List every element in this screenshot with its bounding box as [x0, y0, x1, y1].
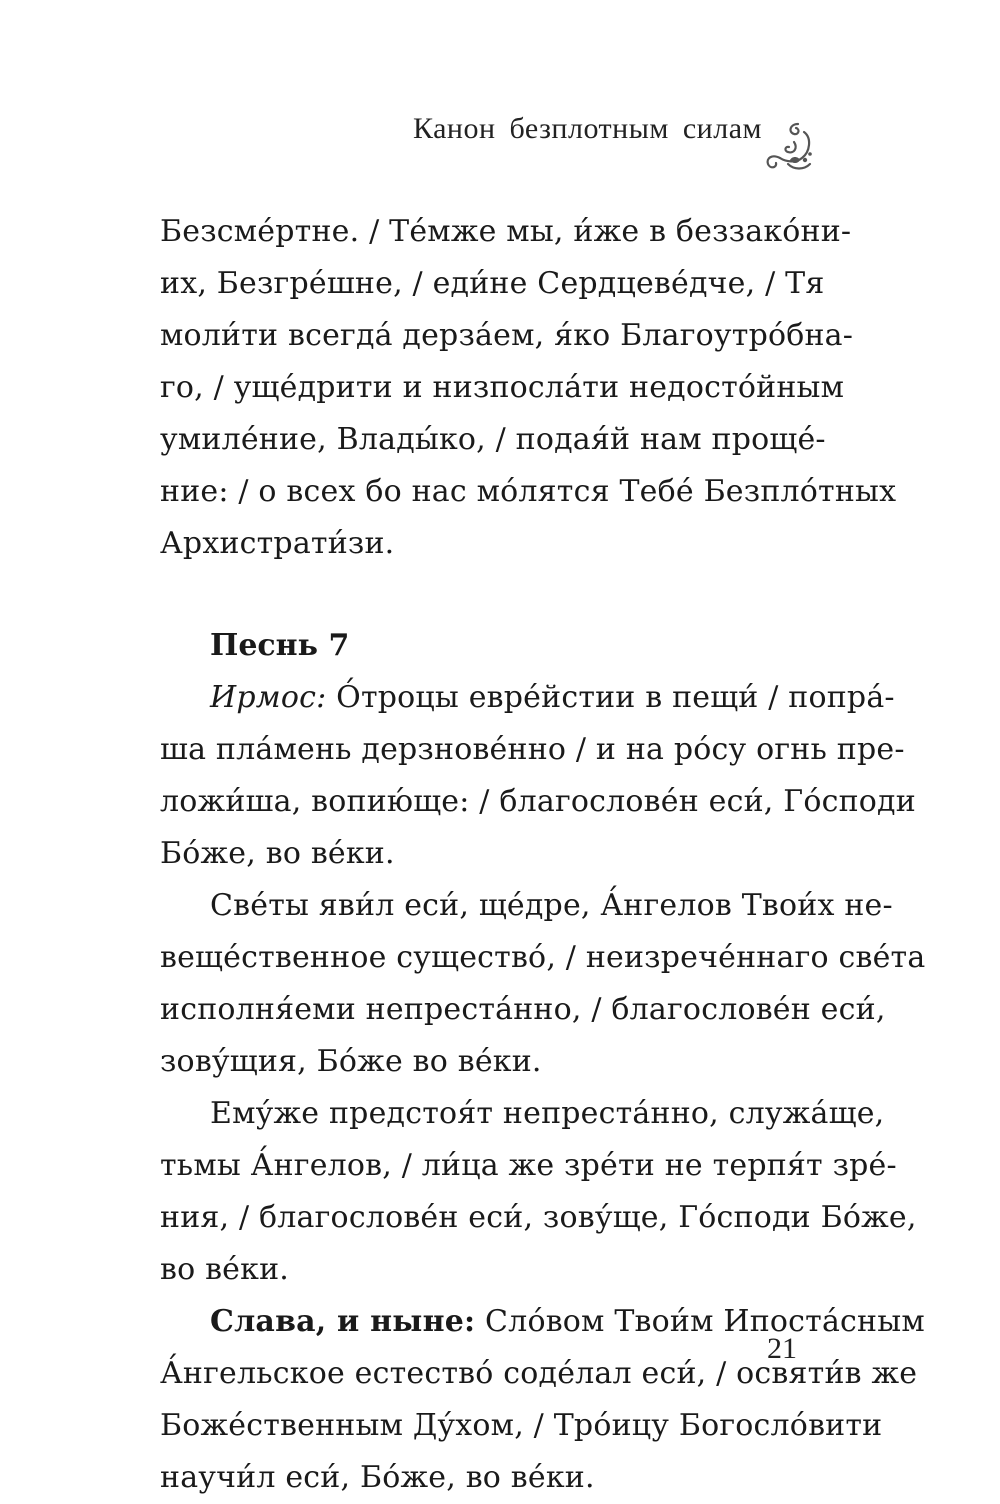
- floral-swirl-ornament-icon: [760, 118, 822, 180]
- irmos-text: О́троцы евре́йстии в пещи́ / попра́-: [326, 680, 895, 715]
- paragraph-line: моли́ти всегда́ дерза́ем, я́ко Благоутро́бна-: [160, 318, 854, 353]
- irmos-line: [160, 672, 895, 724]
- irmos-line: Бо́же, во ве́ки.: [160, 836, 395, 871]
- paragraph-line: Безсме́ртне. / Те́мже мы, и́же в беззако́ни-: [160, 214, 852, 249]
- glory-text: Сло́вом Твои́м Ипоста́сным: [475, 1304, 925, 1339]
- irmos-label: Ирмос:: [210, 680, 327, 715]
- main-text: [160, 206, 926, 1504]
- glory-label: Слава, и ныне:: [210, 1304, 476, 1339]
- glory-line: Боже́ственным Ду́хом, / Тро́ицу Богосло́вити: [160, 1408, 883, 1443]
- paragraph-line: ние: / о всех бо нас мо́лятся Тебе́ Безпло́тных: [160, 474, 897, 509]
- paragraph-line: их, Безгре́шне, / еди́не Сердцеве́дче, / Тя: [160, 266, 825, 301]
- running-head: Канон безплотным силам: [412, 112, 762, 145]
- paragraph-line: умиле́ние, Влады́ко, / подая́й нам проще́-: [160, 422, 826, 457]
- troparion-line: тьмы А́нгелов, / ли́ца же зре́ти не терпя́т зре́-: [160, 1148, 897, 1183]
- section-heading: Песнь 7: [210, 628, 350, 663]
- paragraph-line: го, / уще́дрити и низпосла́ти недосто́йным: [160, 370, 845, 405]
- irmos-line: ша пла́мень дерзнове́нно / и на ро́су огнь пре-: [160, 732, 905, 767]
- glory-line: А́нгельское естество́ соде́лал еси́, / освяти́в же: [160, 1356, 918, 1391]
- troparion-line: Све́ты яви́л еси́, ще́дре, А́нгелов Твои́х не-: [210, 888, 893, 923]
- troparion-line: во ве́ки.: [160, 1252, 290, 1287]
- troparion-line: веще́ственное существо́, / неизрече́ннаго све́та: [160, 940, 926, 975]
- irmos-line: ложи́ша, вопию́ще: / благослове́н еси́, Го́споди: [160, 784, 916, 819]
- glory-line: научи́л еси́, Бо́же, во ве́ки.: [160, 1460, 595, 1495]
- paragraph-line: Архистрати́зи.: [160, 526, 395, 561]
- glory-line: [160, 1296, 925, 1348]
- troparion-line: исполня́еми непреста́нно, / благослове́н еси́,: [160, 992, 886, 1027]
- troparion-line: Ему́же предстоя́т непреста́нно, служа́ще,: [210, 1096, 885, 1131]
- troparion-line: ния, / благослове́н еси́, зову́ще, Го́споди Бо́же,: [160, 1200, 917, 1235]
- section-gap: [160, 570, 810, 620]
- page-number: 21: [767, 1332, 797, 1365]
- troparion-line: зову́щия, Бо́же во ве́ки.: [160, 1044, 542, 1079]
